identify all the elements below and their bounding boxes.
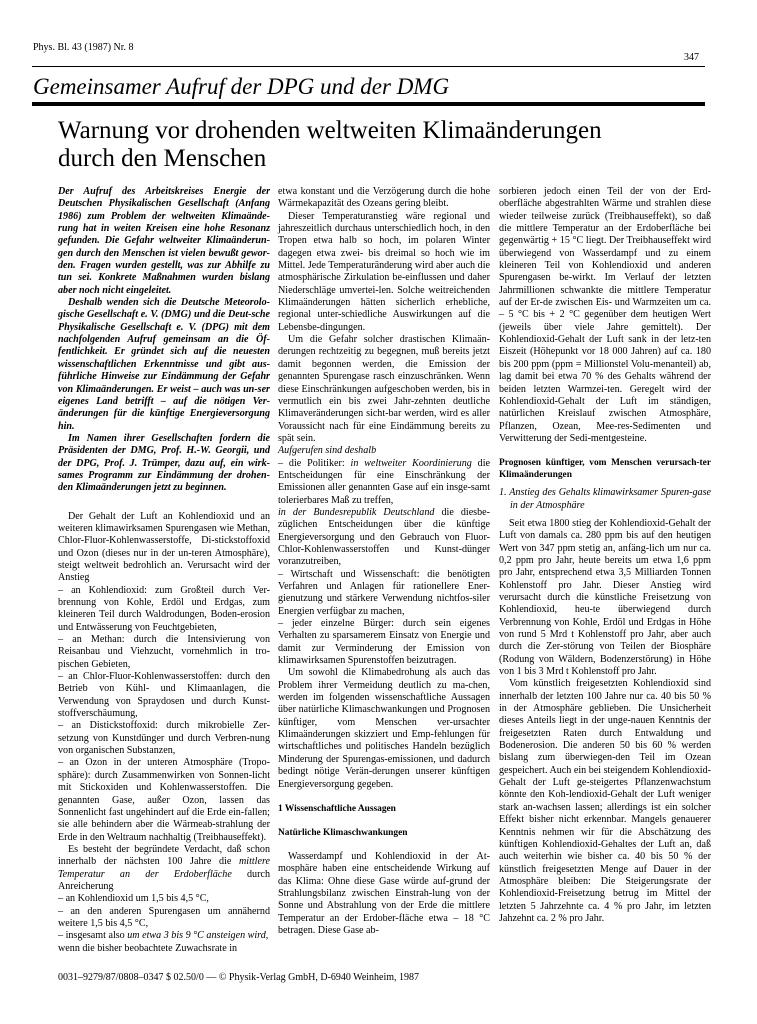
kicker-heading: Gemeinsamer Aufruf der DPG und der DMG (33, 74, 450, 99)
body-paragraph (58, 844, 270, 893)
emphasis: in weltweiter Koordinierung (350, 457, 472, 469)
body-paragraph: wenn die bisher beobachtete Zuwachsrate in (58, 942, 238, 954)
column-2 (278, 186, 490, 937)
spacer (278, 791, 490, 803)
text-run: – insgesamt also (58, 930, 128, 942)
page-number: 347 (684, 52, 699, 63)
list-item (58, 930, 270, 942)
body-paragraph: Um sowohl die Klimabedrohung als auch das Problem ihrer Vermeidung deutlich zu ma-chen, werden im folgenden wissenschaftliche Aussagen über natürliche Klimaschwankungen und Prognosen künftiger, vom Menschen ver-ursachter Klimaänderungen skizziert und Emp-fehlungen für wirtschaftliches und politisches Handeln bezüglich Minderung der Spurengas-emissionen, und dadurch bedingt nötige Verän-derungen unserer künftigen Energieversorgung gegeben. (278, 667, 490, 790)
body-paragraph: Um die Gefahr solcher drastischen Klimaän-derungen rechtzeitig zu begegnen, muß bereits jetzt damit begonnen werden, die Emission der genannten Spurengase rasch einzuschränken. Wenn diese Einschränkungen aufgeschoben werden, bis in vermutlich ein bis zwei Jahr-zehnten deutliche Klimaveränderungen sicht-bar werden, wird es aller Voraussicht nach für eine Eindämmung bereits zu spät sein. (278, 334, 490, 444)
body-paragraph: sorbieren jedoch einen Teil der von der Erd-oberfläche abgestrahlten Wärme und strahlen diese wieder teilweise zurück (Treibhauseffekt), so daß die mittlere Temperatur an der Erdoberfläche bei gegenwärtig + 15 °C liegt. Der Treibhauseffekt wird überwiegend von Wasserdampf und zu einem kleineren Teil von Kohlendioxid und anderen Spurengasen be-wirkt. Im Verlauf der letzten Jahrmillionen schwankte die mittlere Temperatur auf der Er-de zwischen Eis- und Warmzeiten um ca. – 5 °C bis + 2 °C gegenüber dem heutigen Wert (jeweils über viele Jahre gemittelt). Der Kohlendioxid-Gehalt der Luft sank in der letz-ten Eiszeit (Höhepunkt vor 18 000 Jahren) auf ca. 180 bis 200 ppm (ppm = Millionstel Volu-menanteil) ab, lag damit bei etwa 70 % des Gehalts während der beiden letzten Warmzei-ten. Geregelt wird der Kohlendioxid-Gehalt der Luft im ständigen, natürlichen Kreislauf zwischen Atmosphäre, Pflanzen, Ozean, Mee-res-Sedimenten und Verwitterung der Sedi-mentgesteine. (499, 186, 711, 444)
list-item: – an Distickstoffoxid: durch mikrobielle Zer-setzung von Kunstdünger und durch Verbren-nung von organischen Substanzen, (58, 720, 270, 757)
spacer (499, 445, 711, 457)
list-item: – an Chlor-Fluor-Kohlenwasserstoffen: durch den Betrieb von Kühl- und Klimaanlagen, die Verwendung von Spraydosen und durch Kunst-stoffverschäumung, (58, 671, 270, 720)
article-title-line-2: durch den Menschen (58, 145, 267, 172)
spacer (278, 815, 490, 827)
article-title-line-1: Warnung vor drohenden weltweiten Klimaänderungen (58, 117, 602, 144)
body-paragraph: Seit etwa 1800 stieg der Kohlendioxid-Gehalt der Luft von damals ca. 280 ppm bis auf den heutigen Wert von 347 ppm stetig an, anfäng-lich um nur ca. 0,2 ppm pro Jahr, heute bereits um etwa 1,6 ppm pro Jahr, entsprechend etwa 3,5 Milliarden Tonnen Kohlenstoff pro Jahr. Dieser Anstieg wird verursacht durch die künstliche Freisetzung von Kohlendioxid, heu-te überwiegend durch Verbrennung von Kohle, Erdöl und Erdgas in Höhe von rund 5 Mrd t Kohlenstoff pro Jahr, aber auch durch die Zer-störung von Teilen der Biosphäre (Rodung von Wäldern, Bodenzerstörung) in Höhe von 1 bis 3 Mrd t Kohlenstoff pro Jahr. (499, 517, 711, 678)
list-item: – an Ozon in der unteren Atmosphäre (Tropo-sphäre): durch Zusammenwirken von Sonnen-licht mit Stickoxiden und Kohlenwasserstoffen. Die genannten Gase, außer Ozon, lassen das Sonnenlicht fast ungehindert auf die Erde ein-fallen; sie alle behindern aber die Wärmeab-strahlung der Erde in den Weltraum nachhaltig (Treibhauseffekt). (58, 757, 270, 843)
column-1 (58, 186, 270, 955)
call-heading: Aufgerufen sind deshalb (278, 445, 377, 457)
section-heading: 1 Wissenschaftliche Aussagen (278, 803, 396, 814)
column-3 (499, 186, 711, 925)
list-item (278, 507, 490, 569)
abstract (58, 186, 270, 495)
body-paragraph: Wasserdampf und Kohlendioxid in der At-mosphäre haben eine entscheidende Wirkung auf das Klima: Ohne diese Gase würde auf-grund der Strahlungsbilanz zwischen Einstrah-lung von der Sonne und Abstrahlung von der Erde die mittlere Temperatur an der Erdober-fläche etwa – 18 °C betragen. Diese Gase ab- (278, 850, 490, 936)
list-item: – an Kohlendioxid: zum Großteil durch Ver-brennung von Kohle, Erdöl und Erdgas, zum kleineren Teil durch Waldrodungen, Boden-erosion und Entwässerung von Feuchtgebieten, (58, 584, 270, 633)
text-run: durch Anreicherung (58, 868, 270, 892)
list-item (278, 458, 490, 507)
spacer (278, 839, 490, 851)
list-item: – Wirtschaft und Wissenschaft: die benötigten Verfahren und Anlagen für rationellere Ener-gienutzung und stärkere Verwendung nichtfos-siler Energien verfügbar zu machen, (278, 568, 490, 617)
emphasis: in der Bundesrepublik Deutschland (278, 506, 435, 518)
list-item: – an den anderen Spurengasen um annähernd weitere 1,5 bis 4,5 °C, (58, 905, 270, 929)
body-paragraph: etwa konstant und die Verzögerung durch die hohe Wärmekapazität des Ozeans gering bleibt. (278, 186, 490, 210)
body-paragraph: Vom künstlich freigesetzten Kohlendioxid sind innerhalb der letzten 100 Jahre nur ca. 40 bis 50 % in der Atmosphäre geblieben. Die Unsicherheit dieses Anteils liegt in der unge-nauen Kenntnis der freigesetzten Raten durch Entwaldung und Bodenerosion. Die anderen 50 bis 60 % werden bislang zum überwiegen-den Teil im Ozean gespeichert. Auch ein bei steigendem Kohlendioxid-Gehalt der Luft ge-steigertes Pflanzenwachstum könnte den Koh-lendioxid-Gehalt der Luft weniger stark an-wachsen lassen; allerdings ist ein solcher Effekt bisher nicht erkennbar. Mangels genauerer Kenntnis nehmen wir für die Abschätzung des künftigen Kohlendioxid-Gehaltes der Luft an, daß auch weiterhin wie bisher ca. 40 bis 50 % der künstlich freigesetzten Menge auf Dauer in der Atmosphäre bleiben: Die Steigerungsrate der Kohlendioxid-Freisetzung betrug im Mittel der letzten 5 Jahrzehnte ca. 4 % pro Jahr, im letzten Jahzehnt ca. 2 % pro Jahr. (499, 678, 711, 924)
text-run: die diesbe-züglichen Entscheidungen über die künftige Energieversorgung und den Gebrauch von Fluor-Chlor-Kohlenwasserstoffen und Kunst-dünger voranzutreiben, (278, 506, 491, 568)
emphasis: um etwa 3 bis 9 °C ansteigen wird, (127, 930, 269, 942)
subsection-heading: Natürliche Klimaschwankungen (278, 827, 408, 838)
title-rule (32, 102, 705, 106)
text-run: die Entscheidungen für eine Einschränkung der Emissionen aller genannten Gase auf ein insge-samt tolerierbares Maß zu treffen, (278, 457, 490, 506)
text-run: – die Politiker: (278, 457, 351, 469)
list-item: – jeder einzelne Bürger: durch sein eigenes Verhalten zu sparsamerem Einsatz von Energie und damit zur Verminderung der Emission von klimawirksamen Spurenstoffen beizutragen. (278, 618, 490, 667)
text-run: Es besteht der begründete Verdacht, daß schon innerhalb der nächsten 100 Jahre die (58, 843, 270, 868)
copyright-footer: 0031–9279/87/0808–0347 $ 02.50/0 — © Physik-Verlag GmbH, D-6940 Weinheim, 1987 (58, 972, 420, 983)
section-heading: Prognosen künftiger, vom Menschen verursach-ter Klimaänderungen (499, 458, 711, 481)
emphasis: mittlere Temperatur an der Erdoberfläche (58, 856, 270, 880)
list-item: – an Methan: durch die Intensivierung von Reisanbau und Viehzucht, vornehmlich in tro-pischen Gebieten, (58, 634, 270, 670)
abstract-paragraph: Der Aufruf des Arbeitskreises Energie der Deutschen Physikalischen Gesellschaft (Anfang 1986) zum Problem der weltweiten Klimaände-rung hat in weiten Kreisen eine hohe Resonanz gefunden. Die Gefahr weltweiter Klimaänderun-gen durch den Menschen ist vielen bewußt gewor-den. Fragen wurden gestellt, was zur Abhilfe zu tun sei. Konkrete Maßnahmen wurden bislang aber noch nicht eingeleitet. (58, 186, 270, 296)
body-paragraph: Der Gehalt der Luft an Kohlendioxid und an weiteren klimawirksamen Spurengasen wie Methan, Chlor-Fluor-Kohlenwasserstoffe, Di-stickstoffoxid und Ozon (dieses nur in der un-teren Atmosphäre), steigt weltweit bedrohlich an. Verursacht wird der Anstieg (58, 510, 270, 584)
body-paragraph: Dieser Temperaturanstieg wäre regional und jahreszeitlich durchaus unterschiedlich hoch, in den Tropen etwa halb so hoch, im polaren Winter dagegen etwa zwei- bis dreimal so hoch wie im Mittel. Jede Temperaturänderung wird aber auch die atmosphärische Zirkulation be-einflussen und daher Niederschläge umvertei-len. Solche weitreichenden Klimaänderungen hätten sicherlich erhebliche, regional unter-schiedliche Auswirkungen auf die Lebensbe-dingungen. (278, 210, 490, 333)
subsection-heading: 1. Anstieg des Gehalts klimawirksamer Spuren-gase in der Atmosphäre (499, 487, 711, 511)
abstract-paragraph: Im Namen ihrer Gesellschaften fordern die Präsidenten der DMG, Prof. H.-W. Georgii, und der DPG, Prof. J. Trümper, dazu auf, ein wirk-sames Programm zur Eindämmung der drohen-den Klimaänderungen jetzt zu beginnen. (58, 432, 270, 494)
list-item: – an Kohlendioxid um 1,5 bis 4,5 °C, (58, 893, 209, 905)
header-rule (32, 66, 705, 67)
abstract-paragraph: Deshalb wenden sich die Deutsche Meteorolo-gische Gesellschaft e. V. (DMG) und die Deut-sche Physikalische Gesellschaft e. V. (DPG) mit dem nachfolgenden Aufruf gemeinsam an die Öf-fentlichkeit. Er gründet sich auf die neuesten wissenschaftlichen Erkenntnisse und gibt aus-führliche Hinweise zur Eindämmung der Gefahr von Klimaänderungen. Er weist – auch was un-ser eigenes Land betrifft – auf die nötigen Ver-änderungen für die künftige Energieversorgung hin. (58, 297, 270, 432)
article-title (58, 117, 698, 173)
running-head: Phys. Bl. 43 (1987) Nr. 8 (33, 42, 134, 53)
